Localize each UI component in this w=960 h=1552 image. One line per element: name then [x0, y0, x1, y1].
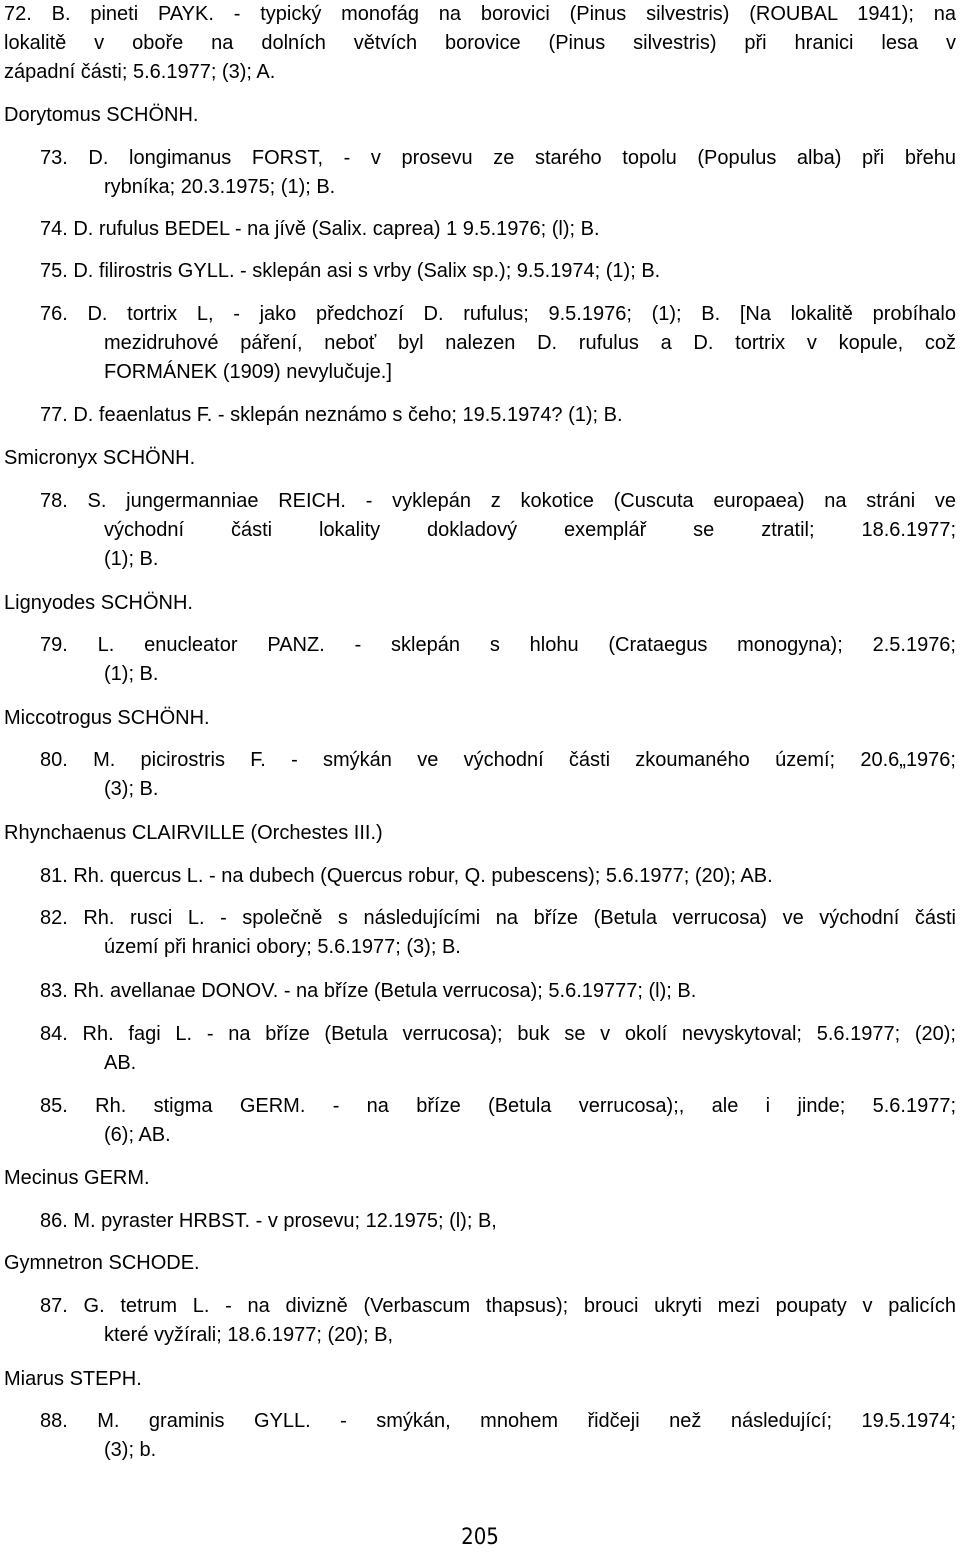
entry-79-line-2: (1); B.	[104, 663, 159, 685]
genus-heading-dorytomus: Dorytomus SCHÖNH.	[4, 104, 199, 126]
entry-73-line-1: 73. D. longimanus FORST, - v prosevu ze starého topolu (Populus alba) při břehu	[40, 147, 956, 169]
genus-heading-lignyodes: Lignyodes SCHÖNH.	[4, 592, 193, 614]
genus-heading-gymnetron: Gymnetron SCHODE.	[4, 1252, 200, 1274]
entry-80-line-2: (3); B.	[104, 778, 159, 800]
entry-78-line-3: (1); B.	[104, 548, 159, 570]
entry-78-line-1: 78. S. jungermanniae REICH. - vyklepán z kokotice (Cuscuta europaea) na stráni ve	[40, 490, 956, 512]
genus-heading-mecinus: Mecinus GERM.	[4, 1167, 150, 1189]
entry-72-line-1: 72. B. pineti PAYK. - typický monofág na borovici (Pinus silvestris) (ROUBAL 1941); na	[4, 3, 956, 25]
entry-86: 86. M. pyraster HRBST. - v prosevu; 12.1975; (l); B,	[40, 1210, 497, 1232]
entry-87-line-1: 87. G. tetrum L. - na divizně (Verbascum thapsus); brouci ukryti mezi poupaty v palicích	[40, 1295, 956, 1317]
entry-83: 83. Rh. avellanae DONOV. - na bříze (Betula verrucosa); 5.6.19777; (l); B.	[40, 980, 697, 1002]
entry-72-line-2: lokalitě v oboře na dolních větvích borovice (Pinus silvestris) při hranici lesa v	[4, 32, 956, 54]
entry-73-line-2: rybníka; 20.3.1975; (1); B.	[104, 176, 336, 198]
entry-88-line-2: (3); b.	[104, 1439, 157, 1461]
entry-76-line-1: 76. D. tortrix L, - jako předchozí D. rufulus; 9.5.1976; (1); B. [Na lokalitě probíhalo	[40, 303, 956, 325]
genus-heading-miccotrogus: Miccotrogus SCHÖNH.	[4, 707, 210, 729]
entry-84-line-1: 84. Rh. fagi L. - na bříze (Betula verrucosa); buk se v okolí nevyskytoval; 5.6.1977; (20);	[40, 1023, 956, 1045]
entry-76-line-2: mezidruhové páření, neboť byl nalezen D. rufulus a D. tortrix v kopule, což	[104, 332, 956, 354]
entry-82-line-2: území při hranici obory; 5.6.1977; (3); B.	[104, 936, 461, 958]
entry-75: 75. D. filirostris GYLL. - sklepán asi s vrby (Salix sp.); 9.5.1974; (1); B.	[40, 260, 661, 282]
entry-76-line-3: FORMÁNEK (1909) nevylučuje.]	[104, 361, 392, 383]
entry-82-line-1: 82. Rh. rusci L. - společně s následujícími na bříze (Betula verrucosa) ve východní části	[40, 907, 956, 929]
genus-heading-miarus: Miarus STEPH.	[4, 1368, 142, 1390]
entry-85-line-1: 85. Rh. stigma GERM. - na bříze (Betula verrucosa);, ale i jinde; 5.6.1977;	[40, 1095, 956, 1117]
entry-84-line-2: AB.	[104, 1052, 137, 1074]
entry-87-line-2: které vyžírali; 18.6.1977; (20); B,	[104, 1324, 394, 1346]
entry-72-line-3: západní části; 5.6.1977; (3); A.	[4, 61, 276, 83]
entry-81: 81. Rh. quercus L. - na dubech (Quercus robur, Q. pubescens); 5.6.1977; (20); AB.	[40, 865, 773, 887]
genus-heading-smicronyx: Smicronyx SCHÖNH.	[4, 447, 196, 469]
page-number: 205	[461, 1525, 499, 1550]
genus-heading-rhynchaenus: Rhynchaenus CLAIRVILLE (Orchestes III.)	[4, 822, 383, 844]
entry-77: 77. D. feaenlatus F. - sklepán neznámo s čeho; 19.5.1974? (1); B.	[40, 404, 623, 426]
entry-78-line-2: východní části lokality dokladový exemplář se ztratil; 18.6.1977;	[104, 519, 956, 541]
entry-74: 74. D. rufulus BEDEL - na jívě (Salix. caprea) 1 9.5.1976; (l); B.	[40, 218, 600, 240]
entry-80-line-1: 80. M. picirostris F. - smýkán ve východní části zkoumaného území; 20.6„1976;	[40, 749, 956, 771]
entry-85-line-2: (6); AB.	[104, 1124, 171, 1146]
entry-88-line-1: 88. M. graminis GYLL. - smýkán, mnohem řidčeji než následující; 19.5.1974;	[40, 1410, 956, 1432]
entry-79-line-1: 79. L. enucleator PANZ. - sklepán s hlohu (Crataegus monogyna); 2.5.1976;	[40, 634, 956, 656]
